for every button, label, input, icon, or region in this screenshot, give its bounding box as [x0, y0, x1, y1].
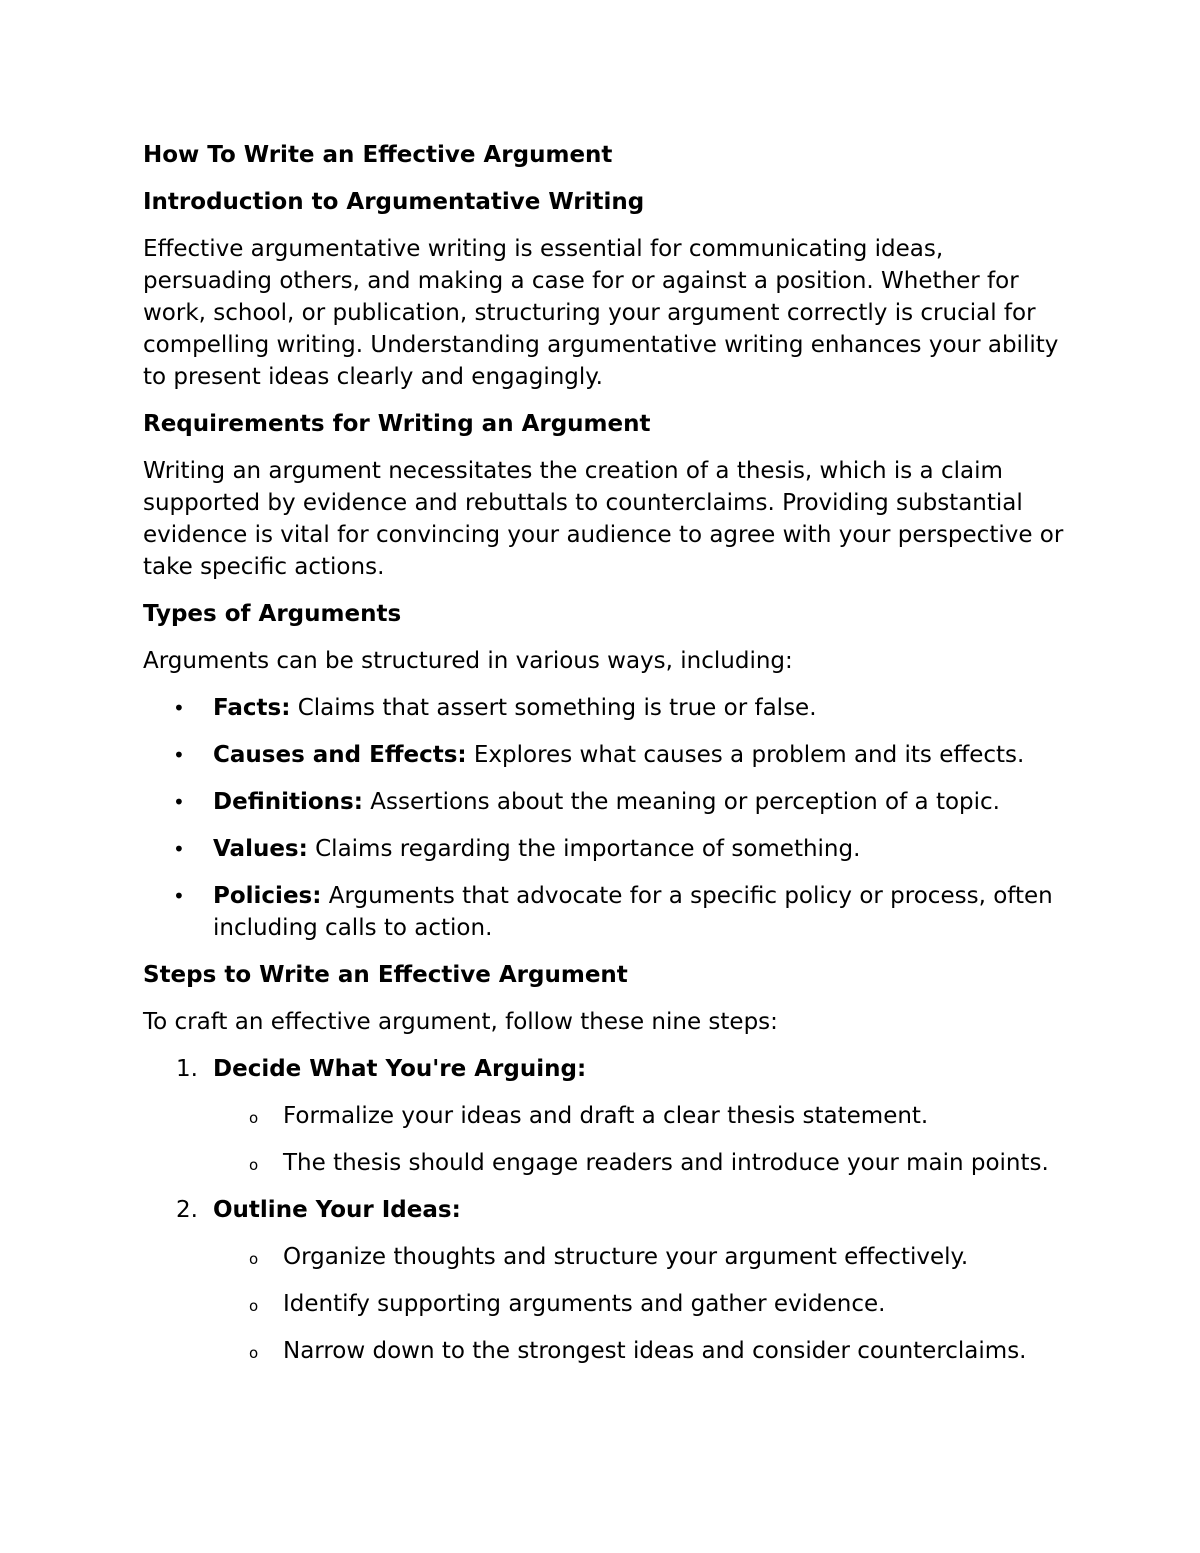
list-item-term: Policies: — [213, 883, 322, 909]
sub-list-item-text: Identify supporting arguments and gather evidence. — [283, 1291, 886, 1317]
step-label: Decide What You're Arguing: — [213, 1056, 587, 1082]
list-item — [143, 739, 1073, 771]
document-page — [143, 139, 1073, 1382]
list-item — [143, 786, 1073, 818]
list-item-term: Causes and Effects: — [213, 742, 467, 768]
list-item-text: Claims regarding the importance of something. — [307, 836, 861, 862]
step-item — [143, 1053, 1073, 1179]
sub-list-item — [213, 1147, 1073, 1179]
types-lead: Arguments can be structured in various ways, including: — [143, 648, 793, 674]
sub-list-item-text: The thesis should engage readers and introduce your main points. — [283, 1150, 1049, 1176]
steps-list — [143, 1053, 1073, 1367]
steps-lead: To craft an effective argument, follow these nine steps: — [143, 1009, 778, 1035]
step-number: 1. — [176, 1056, 198, 1082]
list-item-text: Arguments that advocate for a specific policy or process, often including calls to action. — [213, 883, 1053, 941]
bullet-icon: • — [173, 837, 185, 861]
sub-list-item — [213, 1288, 1073, 1320]
sub-list-item-text: Organize thoughts and structure your argument effectively. — [283, 1244, 969, 1270]
types-heading: Types of Arguments — [143, 601, 402, 627]
circle-bullet-icon: o — [249, 1297, 259, 1315]
list-item-text: Claims that assert something is true or false. — [290, 695, 817, 721]
step-item — [143, 1194, 1073, 1367]
step-sublist — [213, 1241, 1073, 1367]
list-item — [143, 833, 1073, 865]
list-item — [143, 692, 1073, 724]
bullet-icon: • — [173, 790, 185, 814]
document-title: How To Write an Effective Argument — [143, 142, 613, 168]
circle-bullet-icon: o — [249, 1109, 259, 1127]
circle-bullet-icon: o — [249, 1344, 259, 1362]
steps-heading: Steps to Write an Effective Argument — [143, 962, 628, 988]
list-item-text: Explores what causes a problem and its effects. — [466, 742, 1025, 768]
intro-heading: Introduction to Argumentative Writing — [143, 189, 645, 215]
types-list — [143, 692, 1073, 944]
sub-list-item-text: Formalize your ideas and draft a clear thesis statement. — [283, 1103, 929, 1129]
requirements-paragraph: Writing an argument necessitates the creation of a thesis, which is a claim supported by evidence and rebuttals to counterclaims. Providing substantial evidence is vital for convincing your audience to agree with your perspective or take specific actions. — [143, 458, 1064, 580]
bullet-icon: • — [173, 884, 185, 908]
step-sublist — [213, 1100, 1073, 1179]
sub-list-item — [213, 1335, 1073, 1367]
circle-bullet-icon: o — [249, 1250, 259, 1268]
step-label: Outline Your Ideas: — [213, 1197, 461, 1223]
list-item-text: Assertions about the meaning or perception of a topic. — [362, 789, 1000, 815]
requirements-heading: Requirements for Writing an Argument — [143, 411, 651, 437]
sub-list-item — [213, 1241, 1073, 1273]
list-item-term: Facts: — [213, 695, 291, 721]
list-item-term: Definitions: — [213, 789, 363, 815]
step-number: 2. — [176, 1197, 198, 1223]
sub-list-item — [213, 1100, 1073, 1132]
list-item-term: Values: — [213, 836, 308, 862]
circle-bullet-icon: o — [249, 1156, 259, 1174]
intro-paragraph: Effective argumentative writing is essential for communicating ideas, persuading others, and making a case for or against a position. Whether for work, school, or publication, structuring your argument correctly is crucial for compelling writing. Understanding argumentative writing enhances your ability to present ideas clearly and engagingly. — [143, 236, 1059, 390]
bullet-icon: • — [173, 696, 185, 720]
list-item — [143, 880, 1073, 944]
sub-list-item-text: Narrow down to the strongest ideas and consider counterclaims. — [283, 1338, 1027, 1364]
bullet-icon: • — [173, 743, 185, 767]
